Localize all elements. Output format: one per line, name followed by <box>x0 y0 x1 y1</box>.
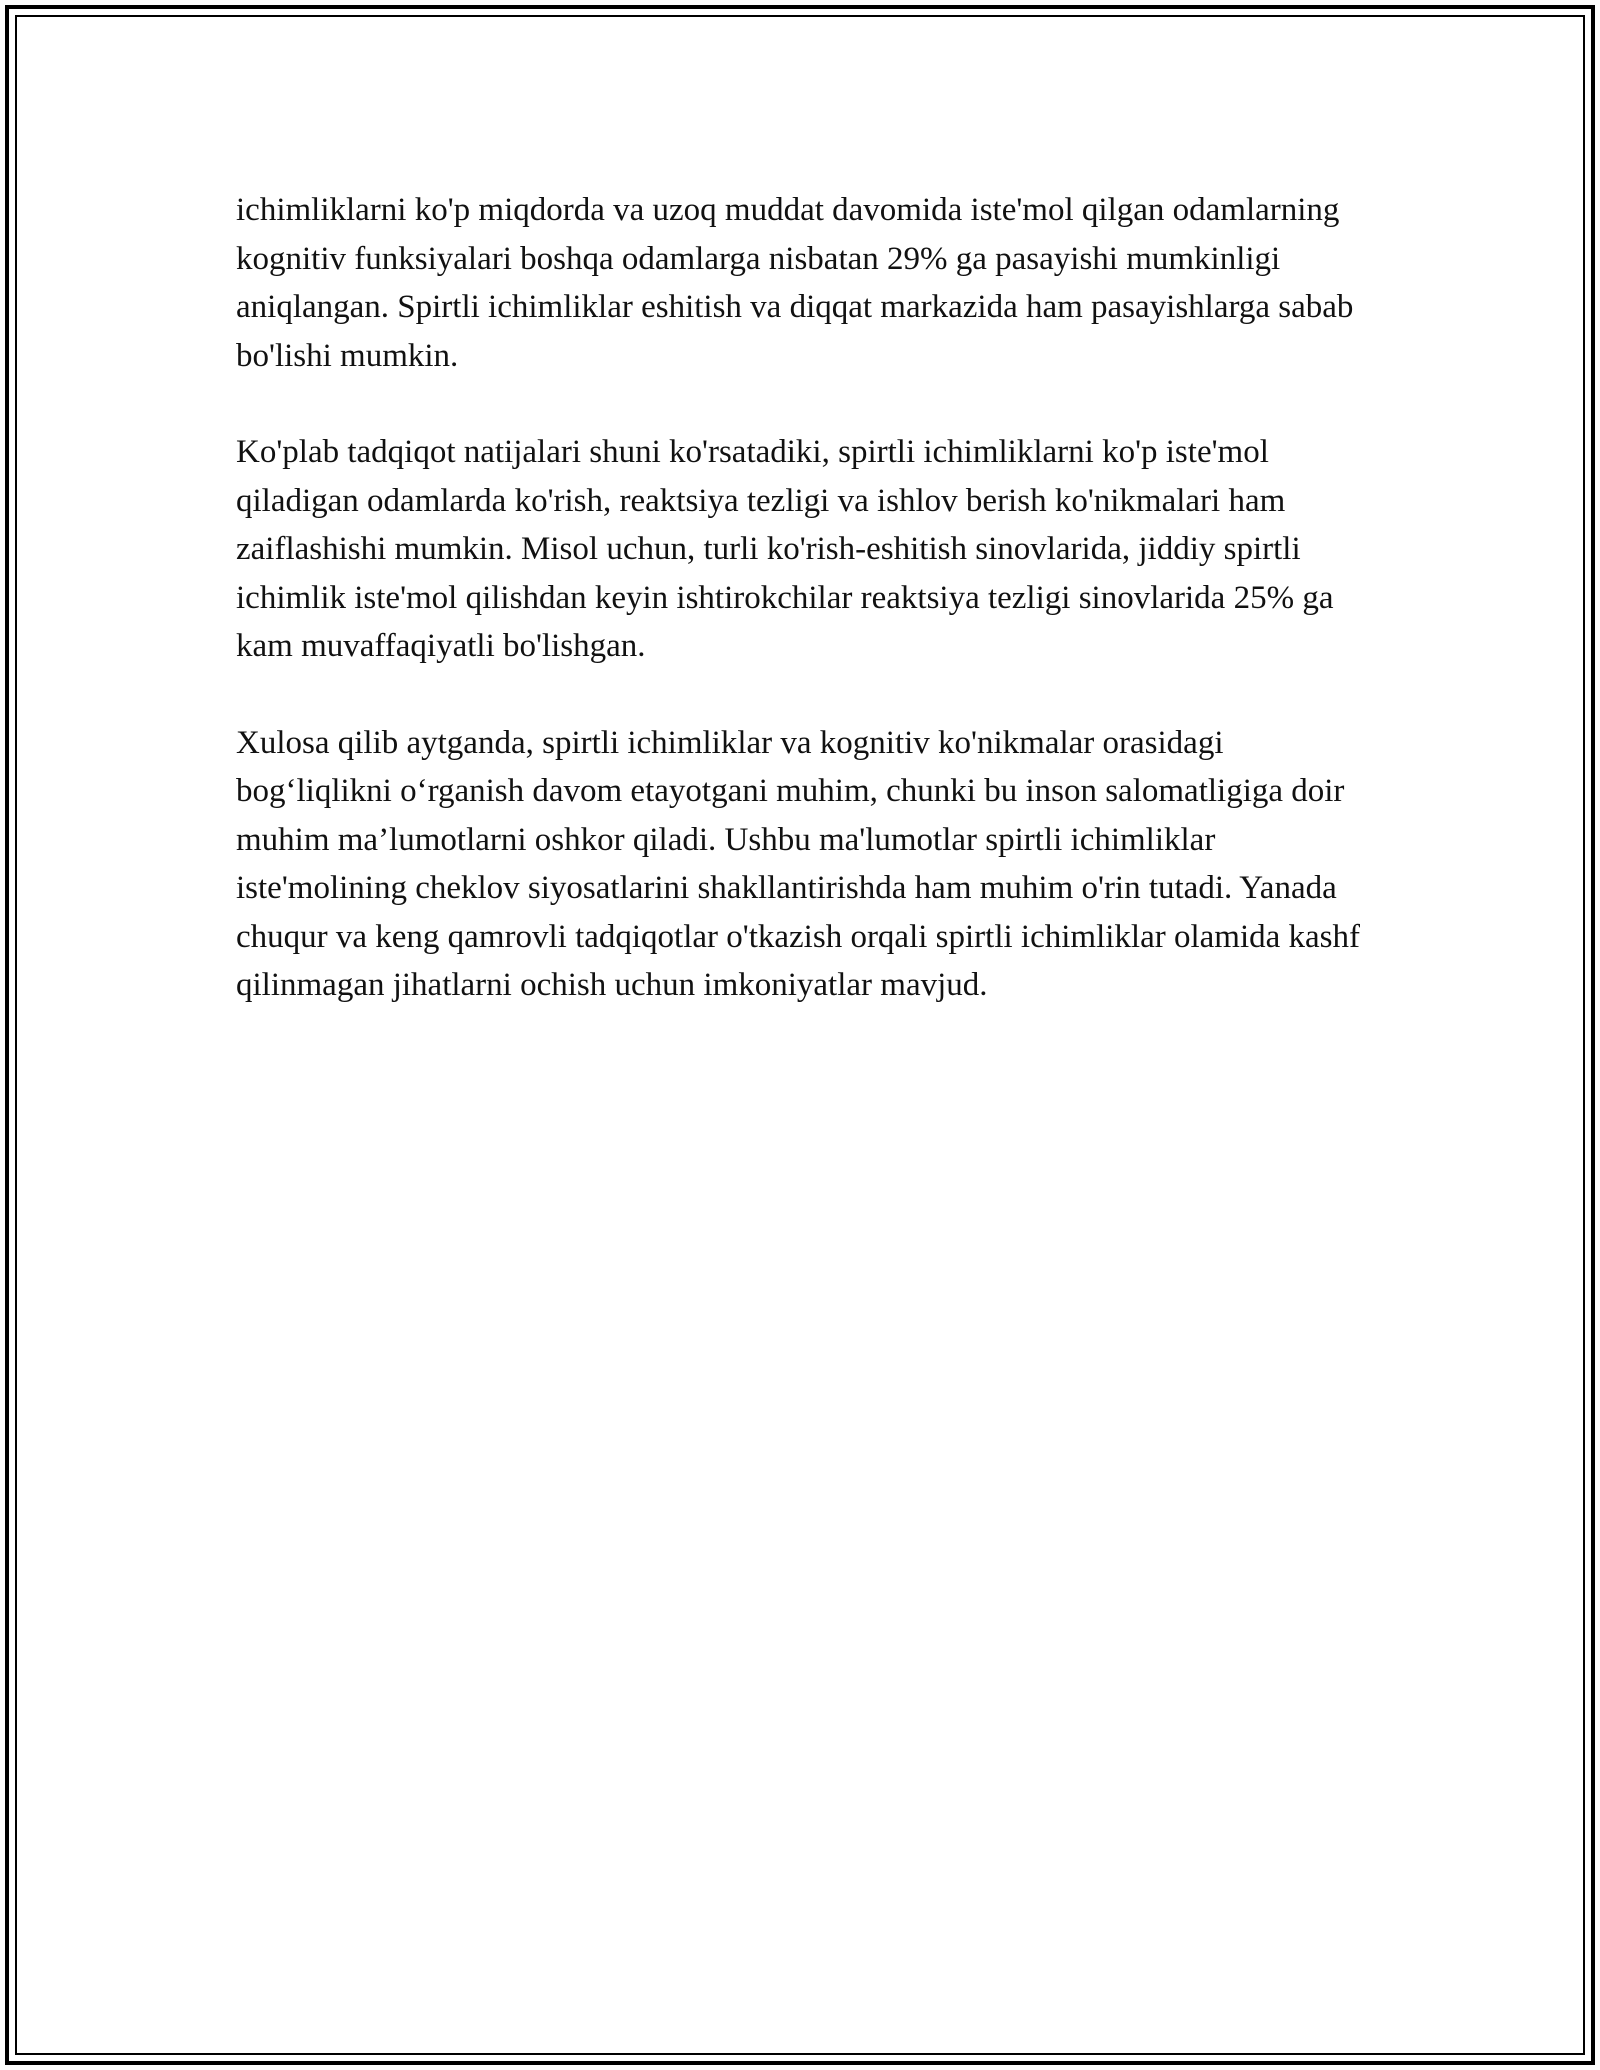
paragraph-2: Ko'plab tadqiqot natijalari shuni ko'rsatadiki, spirtli ichimliklarni ko'p iste'mol qiladigan odamlarda ko'rish, reaktsiya tezligi va ishlov berish ko'nikmalari ham zaiflashishi mumkin. Misol uchun, turli ko'rish-eshitish sinovlarida, jiddiy spirtli ichimlik iste'mol qilishdan keyin ishtirokchilar reaktsiya tezligi sinovlarida 25% ga kam muvaffaqiyatli bo'lishgan. <box>236 434 1334 664</box>
paragraph-3: Xulosa qilib aytganda, spirtli ichimliklar va kognitiv ko'nikmalar orasidagi bog‘liqlikni o‘rganish davom etayotgani muhim, chunki bu inson salomatligiga doir muhim ma’lumotlarni oshkor qiladi. Ushbu ma'lumotlar spirtli ichimliklar iste'molining cheklov siyosatlarini shakllantirishda ham muhim o'rin tutadi. Yanada chuqur va keng qamrovli tadqiqotlar o'tkazish orqali spirtli ichimliklar olamida kashf qilinmagan jihatlarni ochish uchun imkoniyatlar mavjud. <box>236 724 1360 1003</box>
document-body <box>236 186 1376 1058</box>
paragraph-1: ichimliklarni ko'p miqdorda va uzoq muddat davomida iste'mol qilgan odamlarning kognitiv funksiyalari boshqa odamlarga nisbatan 29% ga pasayishi mumkinligi aniqlangan. Spirtli ichimliklar eshitish va diqqat markazida ham pasayishlarga sabab bo'lishi mumkin. <box>236 192 1354 374</box>
